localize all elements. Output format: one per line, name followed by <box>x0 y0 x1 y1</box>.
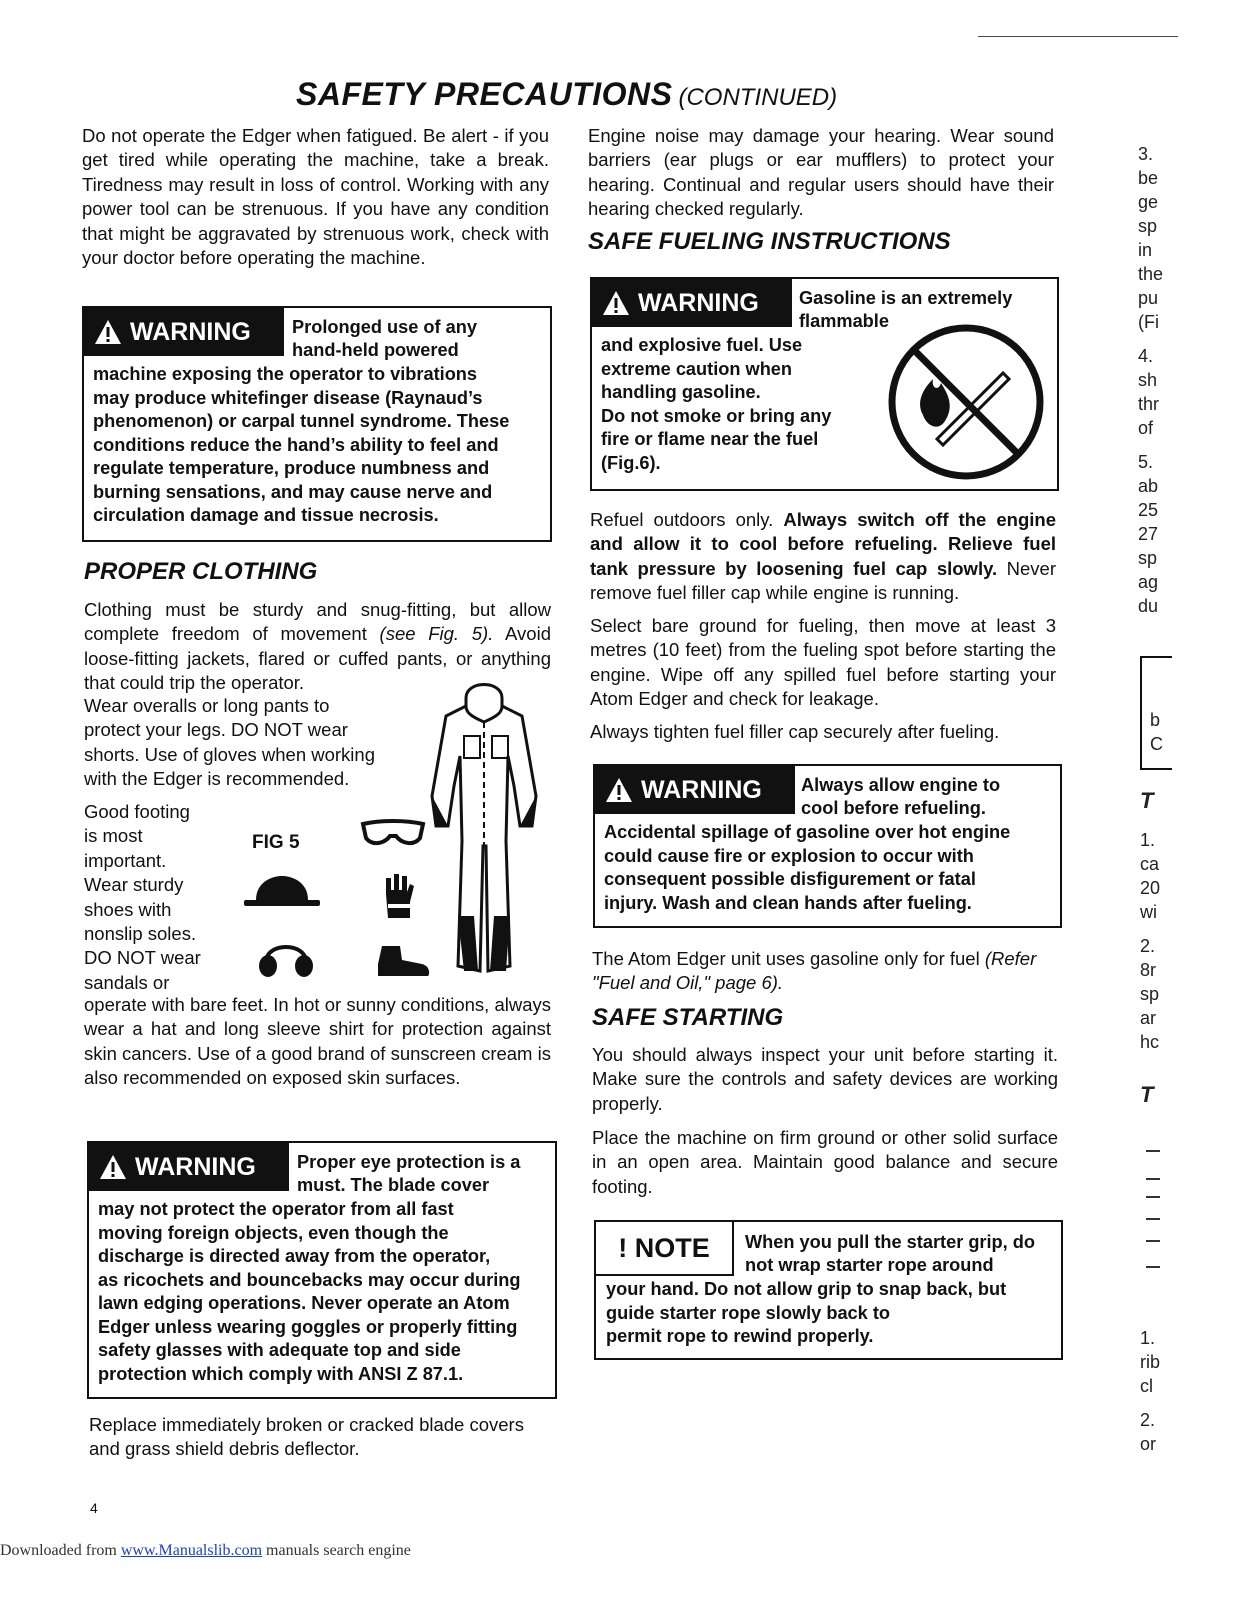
warning-line: safety glasses with adequate top and side <box>98 1340 461 1360</box>
edge-fragment: 27 <box>1138 524 1159 544</box>
edge-fragment: sp <box>1138 216 1158 236</box>
overalls-line: with the Edger is recommended. <box>84 768 350 790</box>
footing-paragraph <box>84 800 224 995</box>
warning-box-gasoline <box>590 277 1059 491</box>
warning-line: handling gasoline. <box>601 382 761 402</box>
edge-fragment: cl <box>1140 1376 1153 1396</box>
warning-line: Do not smoke or bring any <box>601 406 832 426</box>
edge-fragment: C <box>1150 734 1163 754</box>
edge-fragment: 20 <box>1140 878 1161 898</box>
manualslib-link[interactable]: www.Manualslib.com <box>120 1542 263 1559</box>
warning-line: Edger unless wearing goggles or properly fitting <box>98 1317 518 1337</box>
warning-triangle-icon <box>605 777 633 803</box>
footing-line: Good footing <box>84 801 190 822</box>
warning-box-vibration <box>82 306 552 542</box>
footer-prefix: Downloaded from <box>0 1542 121 1559</box>
edge-fragment: 2. <box>1140 1410 1156 1430</box>
refuel-emphasis: Always switch off the engine and allow it to cool before refueling. Relieve fuel tank pressure by loosening fuel cap slowly. <box>590 509 1056 579</box>
goggles-icon <box>360 818 426 848</box>
overalls-line: Wear overalls or long pants to <box>84 695 330 716</box>
note-box-starter-rope <box>594 1220 1063 1360</box>
fuel-oil-ref: (Refer "Fuel and Oil," page 6). <box>592 948 1037 994</box>
edge-fragment: ca <box>1140 854 1160 874</box>
edge-fragment: T <box>1140 788 1154 813</box>
edge-fragment: wi <box>1140 902 1157 922</box>
warning-triangle-icon <box>602 290 630 316</box>
edge-mark <box>1146 1196 1160 1198</box>
warning-line: Gasoline is an extremely <box>799 288 1013 308</box>
footing-line: shoes with <box>84 898 172 920</box>
edge-fragment: (Fi <box>1138 312 1159 332</box>
warning-line: (Fig.6). <box>601 453 661 473</box>
warning-label <box>84 308 284 356</box>
warning-line: Prolonged use of any <box>292 317 477 337</box>
safe-fueling-heading: SAFE FUELING INSTRUCTIONS <box>588 228 951 255</box>
edge-fragment: in <box>1138 240 1153 260</box>
warning-label <box>592 279 792 327</box>
warning-line: circulation damage and tissue necrosis. <box>93 505 439 525</box>
fatigue-paragraph: Do not operate the Edger when fatigued. Be alert - if you get tired while operating the machine, take a break. Tiredness may result in loss of control. Working with any power tool can be strenuous. If you have any condition that might be aggravated by strenuous work, check with your doctor before operating the machine. <box>82 125 549 269</box>
fig5-label: FIG 5 <box>252 832 300 853</box>
edge-mark <box>1146 1178 1160 1180</box>
warning-line: flammable <box>799 311 889 331</box>
edge-fragment: T <box>1140 1082 1154 1107</box>
edge-fragment: of <box>1138 418 1154 438</box>
edge-fragment: ge <box>1138 192 1159 212</box>
bare-feet-paragraph: operate with bare feet. In hot or sunny conditions, always wear a hat and long sleeve shirt for protection against skin cancers. Use of a good brand of sunscreen cream is also recommended on exposed skin surfaces. <box>84 994 551 1089</box>
note-line: When you pull the starter grip, do <box>745 1232 1035 1252</box>
refuel-paragraph <box>590 508 1056 606</box>
warning-triangle-icon <box>99 1154 127 1180</box>
edge-fragment: sh <box>1138 370 1158 390</box>
footing-line: nonslip soles. <box>84 923 197 945</box>
warning-line: must. The blade cover <box>297 1175 490 1195</box>
warning-line: may produce whitefinger disease (Raynaud’s <box>93 388 483 408</box>
tighten-cap-paragraph: Always tighten fuel filler cap securely after fueling. <box>590 721 1000 742</box>
refuel-text: Refuel outdoors only. <box>590 509 774 530</box>
no-smoking-icon <box>885 321 1047 483</box>
hard-hat-icon <box>242 874 322 910</box>
clothing-text: Clothing must be sturdy and snug-fitting, but allow complete freedom of movement <box>84 599 551 645</box>
footing-line: DO NOT wear <box>84 947 201 969</box>
warning-line: fire or flame near the fuel <box>601 429 819 449</box>
warning-line: conditions reduce the hand’s ability to feel and <box>93 435 499 455</box>
warning-box-eye-protection <box>87 1141 557 1399</box>
warning-line: lawn edging operations. Never operate an Atom <box>98 1293 510 1313</box>
edge-fragment: sp <box>1140 984 1160 1004</box>
ear-muffs-icon <box>256 936 316 978</box>
warning-line: regulate temperature, produce numbness and <box>93 458 490 478</box>
edge-mark <box>1146 1150 1160 1152</box>
top-rule <box>978 36 1178 37</box>
warning-line: may not protect the operator from all fast <box>98 1199 454 1219</box>
warning-line: and explosive fuel. Use <box>601 335 803 355</box>
warning-triangle-icon <box>94 319 122 345</box>
warning-line: protection which comply with ANSI Z 87.1. <box>98 1364 464 1384</box>
clothing-text-2: Avoid loose-fitting jackets, flared or cuffed pants, or anything that could trip the operator. <box>84 623 551 694</box>
bare-ground-paragraph: Select bare ground for fueling, then move at least 3 metres (10 feet) from the fueling spot before starting the engine. Wipe off any spilled fuel before starting your Atom Edger and check for leakage. <box>590 615 1056 710</box>
edge-fragment: 25 <box>1138 500 1159 520</box>
inspect-paragraph: You should always inspect your unit before starting it. Make sure the controls and safety devices are working properly. <box>592 1044 1058 1114</box>
note-line: guide starter rope slowly back to <box>606 1303 891 1323</box>
edge-fragment: 3. <box>1138 144 1154 164</box>
footing-line: sandals or <box>84 971 170 993</box>
warning-label-text: WARNING <box>135 1152 256 1181</box>
edge-fragment: 4. <box>1138 346 1154 366</box>
note-label: ! NOTE <box>596 1222 734 1276</box>
safe-starting-heading: SAFE STARTING <box>592 1004 784 1031</box>
overalls-line: shorts. Use of gloves when working <box>84 743 375 765</box>
edge-fragment: the <box>1138 264 1164 284</box>
edge-fragment: thr <box>1138 394 1160 414</box>
note-line: permit rope to rewind properly. <box>606 1326 874 1346</box>
warning-line: discharge is directed away from the operator, <box>98 1246 491 1266</box>
replace-paragraph: Replace immediately broken or cracked blade covers and grass shield debris deflector. <box>89 1414 524 1460</box>
footing-line: important. <box>84 849 167 871</box>
gasoline-text: The Atom Edger unit uses gasoline only for fuel <box>592 948 980 969</box>
edge-fragment: ar <box>1140 1008 1157 1028</box>
edge-fragment: 2. <box>1140 936 1156 956</box>
edge-fragment: pu <box>1138 288 1159 308</box>
note-line: your hand. Do not allow grip to snap back, but <box>606 1279 1007 1299</box>
download-footer <box>0 1542 411 1560</box>
footing-line: is most <box>84 825 143 847</box>
edge-fragment: or <box>1140 1434 1157 1454</box>
warning-line: Accidental spillage of gasoline over hot engine <box>604 822 1011 842</box>
warning-line: as ricochets and bouncebacks may occur during <box>98 1270 521 1290</box>
refuel-text-2: Never remove fuel filler cap while engine is running. <box>590 557 1057 604</box>
edge-fragment: be <box>1138 168 1159 188</box>
warning-line: burning sensations, and may cause nerve and <box>93 482 493 502</box>
warning-line: phenomenon) or carpal tunnel syndrome. These <box>93 411 510 431</box>
edge-fragment: 1. <box>1140 830 1156 850</box>
edge-fragment: 1. <box>1140 1328 1156 1348</box>
page-title-continued: (CONTINUED) <box>678 84 838 111</box>
edge-mark <box>1146 1240 1160 1242</box>
glove-icon <box>380 872 416 922</box>
edge-fragment: sp <box>1138 548 1158 568</box>
warning-line: injury. Wash and clean hands after fueling. <box>604 893 972 913</box>
edge-fragment: hc <box>1140 1032 1160 1052</box>
warning-label-text: WARNING <box>638 288 759 317</box>
noise-paragraph: Engine noise may damage your hearing. Wear sound barriers (ear plugs or ear mufflers) to protect your hearing. Continual and regular users should have their hearing checked regularly. <box>588 125 1054 220</box>
edge-fragment: ab <box>1138 476 1159 496</box>
warning-line: hand-held powered <box>292 340 459 360</box>
warning-line: Always allow engine to <box>801 775 1001 795</box>
edge-fragment: b <box>1150 710 1161 730</box>
page-number: 4 <box>90 1500 98 1516</box>
edge-mark <box>1146 1218 1160 1220</box>
edge-fragment: du <box>1138 596 1159 616</box>
edge-fragment: 5. <box>1138 452 1154 472</box>
warning-label-text: WARNING <box>130 317 251 346</box>
proper-clothing-heading: PROPER CLOTHING <box>84 558 318 585</box>
warning-line: moving foreign objects, even though the <box>98 1223 449 1243</box>
warning-line: could cause fire or explosion to occur with <box>604 846 974 866</box>
note-line: not wrap starter rope around <box>745 1255 994 1275</box>
warning-line: Proper eye protection is a <box>297 1152 521 1172</box>
footing-line: Wear sturdy <box>84 874 184 896</box>
page-title <box>296 76 837 113</box>
place-machine-paragraph: Place the machine on firm ground or other solid surface in an open area. Maintain good balance and secure footing. <box>592 1127 1058 1197</box>
footer-suffix: manuals search engine <box>262 1542 411 1559</box>
warning-box-cool-engine <box>593 764 1062 928</box>
clothing-fig-ref: (see Fig. 5). <box>379 623 494 645</box>
edge-fragment: rib <box>1140 1352 1161 1372</box>
edge-mark <box>1146 1266 1160 1268</box>
warning-line: cool before refueling. <box>801 798 986 818</box>
edge-fragment: 8r <box>1140 960 1157 980</box>
warning-label <box>89 1143 289 1191</box>
warning-label-text: WARNING <box>641 775 762 804</box>
gasoline-only-paragraph <box>592 947 1058 996</box>
overalls-paragraph <box>84 694 402 792</box>
edge-fragment: ag <box>1138 572 1159 592</box>
warning-line: extreme caution when <box>601 359 793 379</box>
work-boot-icon <box>374 944 432 978</box>
warning-line: consequent possible disfigurement or fatal <box>604 869 976 889</box>
warning-label <box>595 766 795 814</box>
overalls-line: protect your legs. DO NOT wear <box>84 719 348 741</box>
page-title-main: SAFETY PRECAUTIONS <box>296 76 673 112</box>
coveralls-icon <box>428 676 540 978</box>
warning-line: machine exposing the operator to vibrations <box>93 364 478 384</box>
